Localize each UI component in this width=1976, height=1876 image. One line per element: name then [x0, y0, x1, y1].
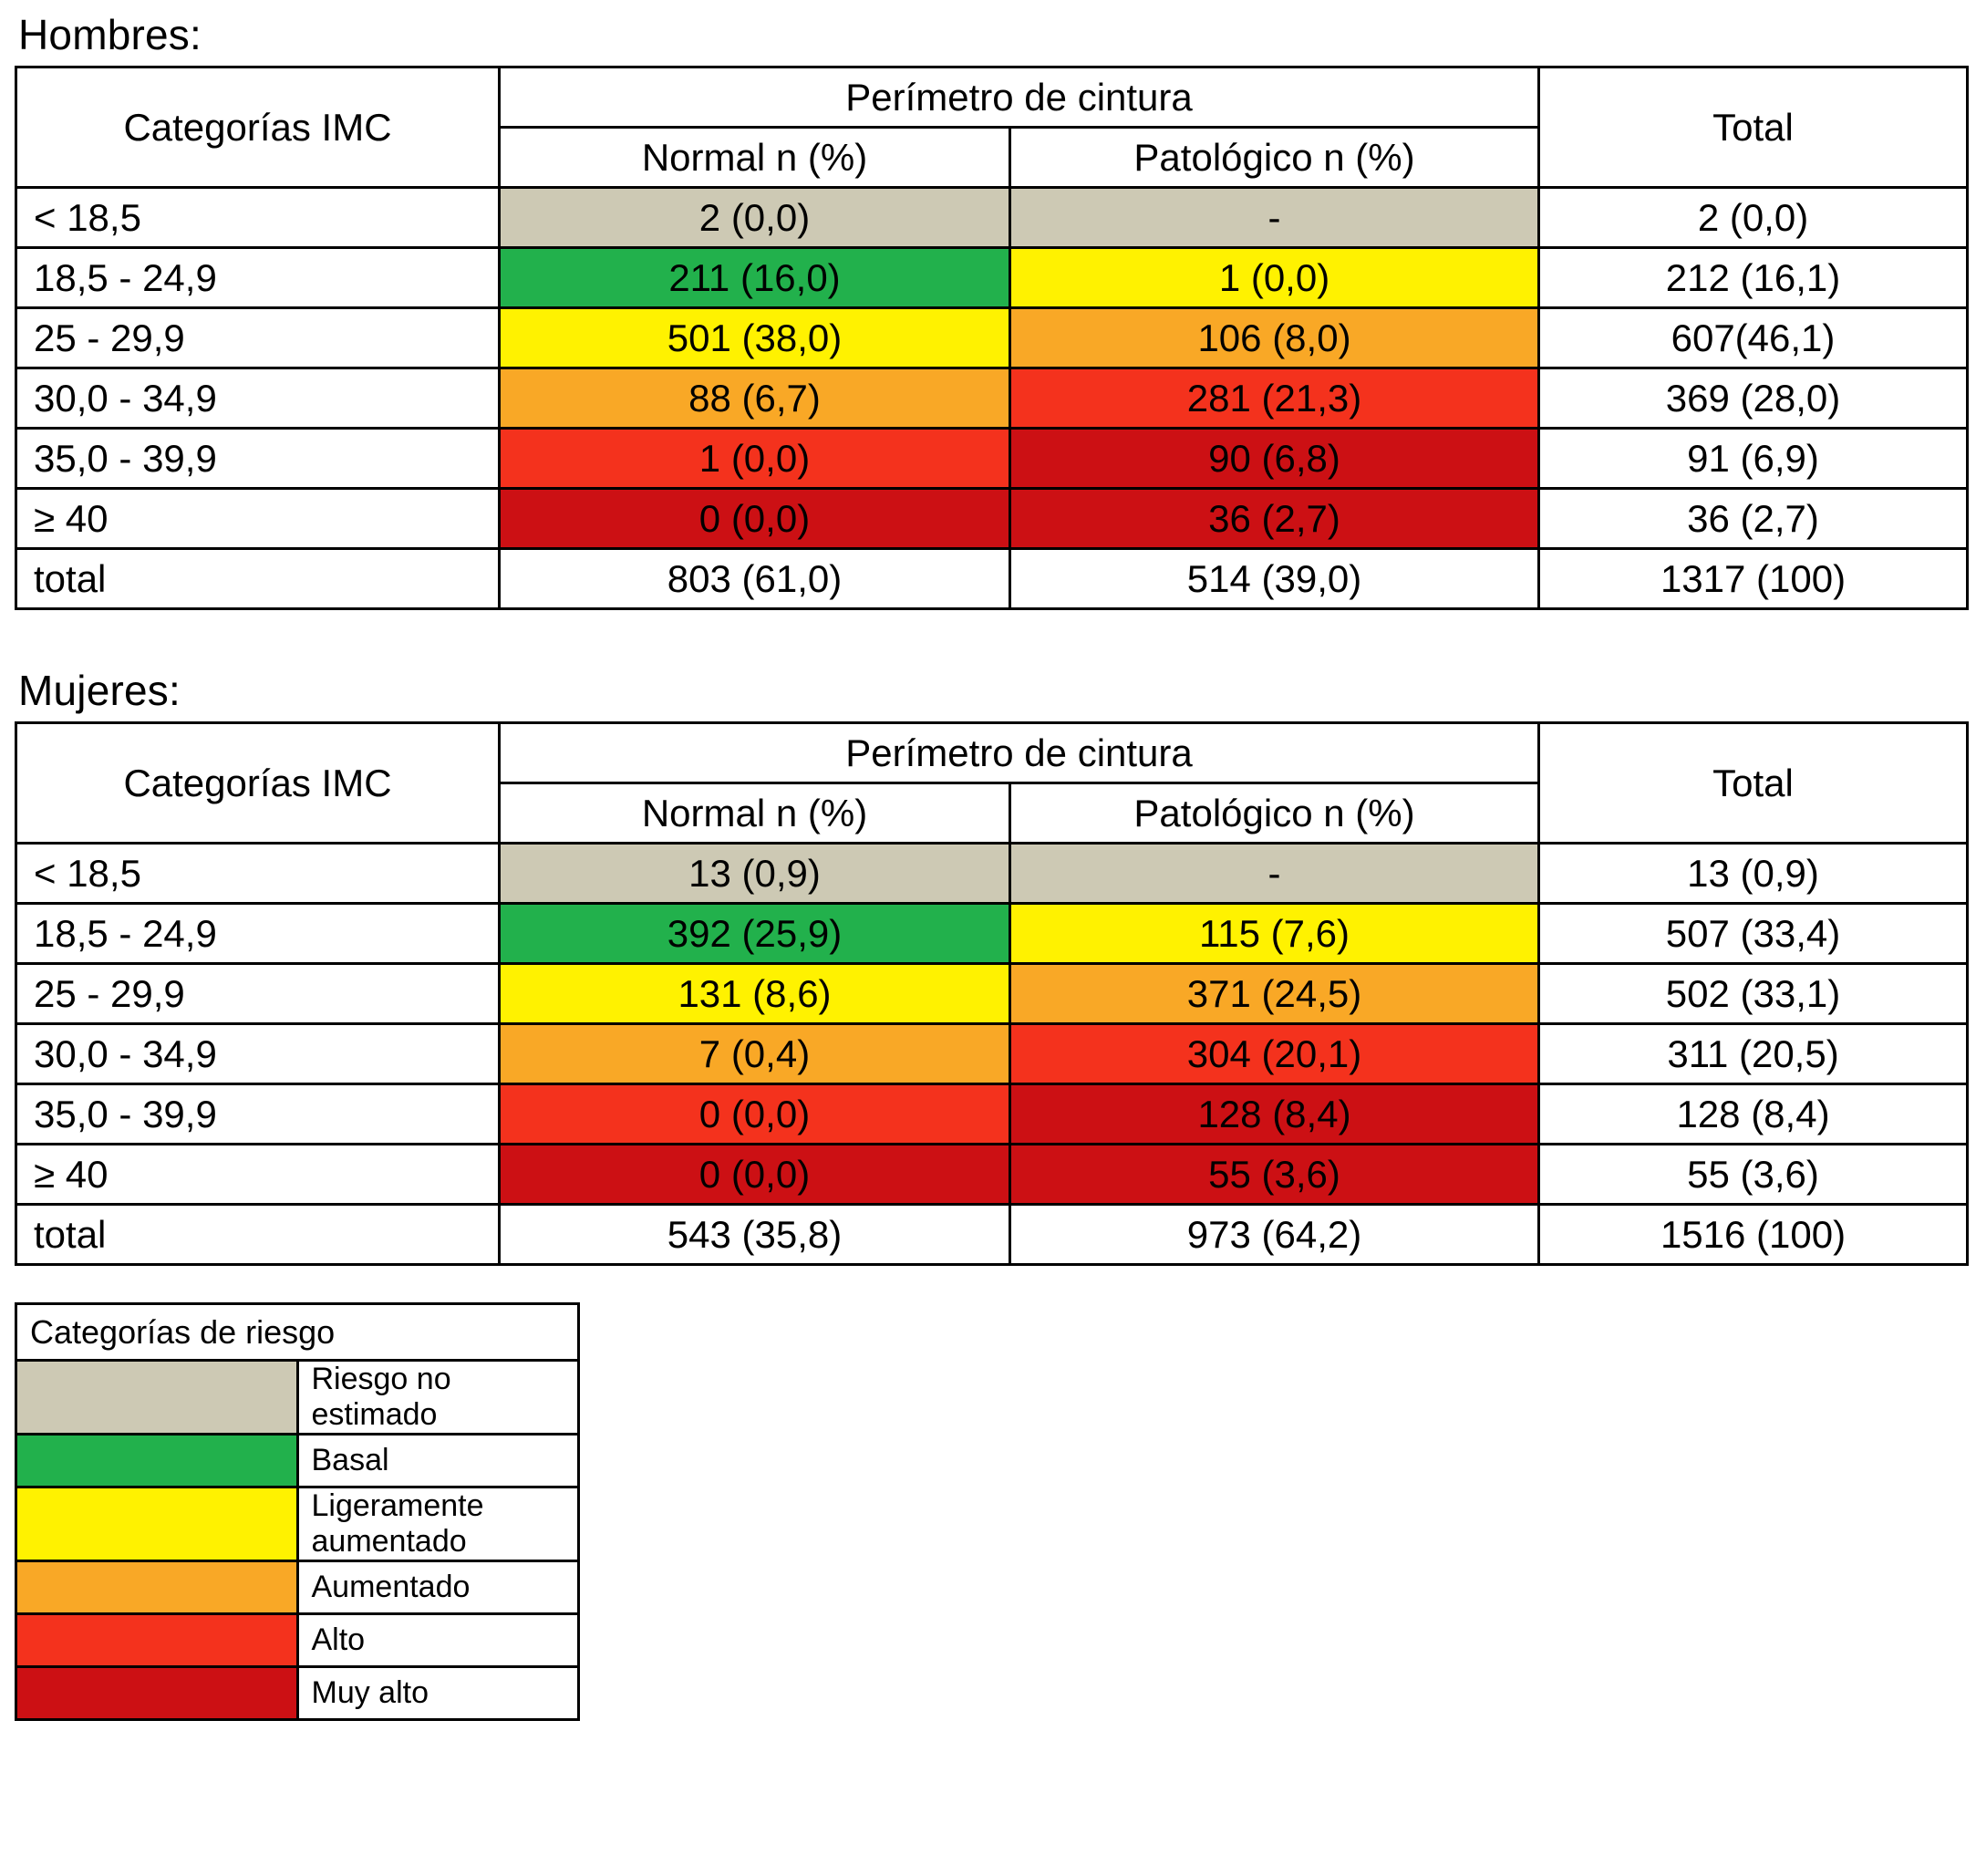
- row-category: total: [16, 1205, 500, 1265]
- table-row: [16, 429, 1968, 489]
- cell-patologico: 973 (64,2): [1010, 1205, 1539, 1265]
- cell-patologico: 36 (2,7): [1010, 489, 1539, 549]
- cell-normal: 803 (61,0): [500, 549, 1010, 609]
- row-category: < 18,5: [16, 188, 500, 248]
- legend-label: Basal: [297, 1435, 579, 1487]
- row-category: < 18,5: [16, 844, 500, 904]
- cell-total: 128 (8,4): [1539, 1084, 1968, 1145]
- cell-normal: 0 (0,0): [500, 1084, 1010, 1145]
- legend-wrapper: [5, 1302, 1976, 1721]
- cell-total: 1516 (100): [1539, 1205, 1968, 1265]
- row-category: total: [16, 549, 500, 609]
- header-patologico: Patológico n (%): [1010, 128, 1539, 188]
- table-row: [16, 489, 1968, 549]
- cell-total: 91 (6,9): [1539, 429, 1968, 489]
- legend-item: [16, 1361, 579, 1435]
- row-category: 25 - 29,9: [16, 964, 500, 1024]
- legend-swatch-basal: [16, 1435, 298, 1487]
- cell-patologico: 90 (6,8): [1010, 429, 1539, 489]
- table-header-row: [16, 723, 1968, 783]
- cell-patologico: 281 (21,3): [1010, 368, 1539, 429]
- cell-normal: 7 (0,4): [500, 1024, 1010, 1084]
- legend-swatch-aumentado: [16, 1561, 298, 1614]
- cell-patologico: -: [1010, 844, 1539, 904]
- row-category: ≥ 40: [16, 489, 500, 549]
- row-category: ≥ 40: [16, 1145, 500, 1205]
- cell-total: 607(46,1): [1539, 308, 1968, 368]
- header-total: Total: [1539, 67, 1968, 188]
- row-category: 30,0 - 34,9: [16, 368, 500, 429]
- legend-swatch-riesgo-no-estimado: [16, 1361, 298, 1435]
- cell-patologico: 55 (3,6): [1010, 1145, 1539, 1205]
- section-title-mujeres: Mujeres:: [18, 667, 181, 714]
- cell-patologico: 128 (8,4): [1010, 1084, 1539, 1145]
- header-perimetro: Perímetro de cintura: [500, 67, 1539, 128]
- cell-total: 1317 (100): [1539, 549, 1968, 609]
- section-title-hombres: Hombres:: [18, 11, 202, 58]
- cell-normal: 211 (16,0): [500, 248, 1010, 308]
- header-categorias: Categorías IMC: [16, 67, 500, 188]
- legend-label: Ligeramente aumentado: [297, 1487, 579, 1561]
- cell-total: 13 (0,9): [1539, 844, 1968, 904]
- row-category: 35,0 - 39,9: [16, 429, 500, 489]
- table-row: [16, 904, 1968, 964]
- table-total-row: [16, 1205, 1968, 1265]
- cell-total: 2 (0,0): [1539, 188, 1968, 248]
- row-category: 18,5 - 24,9: [16, 904, 500, 964]
- legend-item: [16, 1561, 579, 1614]
- table-header-row: [16, 67, 1968, 128]
- legend-table: [15, 1302, 580, 1721]
- legend-swatch-alto: [16, 1614, 298, 1667]
- table-mujeres: [15, 721, 1969, 1266]
- table-row: [16, 368, 1968, 429]
- header-patologico: Patológico n (%): [1010, 783, 1539, 844]
- cell-patologico: 514 (39,0): [1010, 549, 1539, 609]
- cell-normal: 2 (0,0): [500, 188, 1010, 248]
- header-categorias: Categorías IMC: [16, 723, 500, 844]
- table-row: [16, 844, 1968, 904]
- legend-swatch-muy-alto: [16, 1667, 298, 1720]
- cell-normal: 1 (0,0): [500, 429, 1010, 489]
- cell-total: 36 (2,7): [1539, 489, 1968, 549]
- cell-normal: 543 (35,8): [500, 1205, 1010, 1265]
- section-spacer: [5, 610, 1976, 661]
- cell-normal: 392 (25,9): [500, 904, 1010, 964]
- cell-normal: 131 (8,6): [500, 964, 1010, 1024]
- cell-normal: 88 (6,7): [500, 368, 1010, 429]
- legend-title: Categorías de riesgo: [16, 1304, 579, 1361]
- table-row: [16, 964, 1968, 1024]
- cell-patologico: 115 (7,6): [1010, 904, 1539, 964]
- legend-item: [16, 1614, 579, 1667]
- cell-total: 507 (33,4): [1539, 904, 1968, 964]
- row-category: 25 - 29,9: [16, 308, 500, 368]
- table-row: [16, 188, 1968, 248]
- legend-title-row: [16, 1304, 579, 1361]
- cell-patologico: 106 (8,0): [1010, 308, 1539, 368]
- cell-total: 55 (3,6): [1539, 1145, 1968, 1205]
- table-hombres: [15, 66, 1969, 610]
- row-category: 30,0 - 34,9: [16, 1024, 500, 1084]
- cell-patologico: 1 (0,0): [1010, 248, 1539, 308]
- legend-item: [16, 1487, 579, 1561]
- header-normal: Normal n (%): [500, 783, 1010, 844]
- legend-swatch-ligeramente-aumentado: [16, 1487, 298, 1561]
- cell-normal: 13 (0,9): [500, 844, 1010, 904]
- header-total: Total: [1539, 723, 1968, 844]
- cell-patologico: 304 (20,1): [1010, 1024, 1539, 1084]
- table-row: [16, 248, 1968, 308]
- cell-normal: 0 (0,0): [500, 1145, 1010, 1205]
- legend-label: Aumentado: [297, 1561, 579, 1614]
- table-row: [16, 1145, 1968, 1205]
- legend-label: Muy alto: [297, 1667, 579, 1720]
- legend-label: Alto: [297, 1614, 579, 1667]
- table-row: [16, 1024, 1968, 1084]
- cell-total: 369 (28,0): [1539, 368, 1968, 429]
- cell-normal: 0 (0,0): [500, 489, 1010, 549]
- cell-patologico: 371 (24,5): [1010, 964, 1539, 1024]
- header-perimetro: Perímetro de cintura: [500, 723, 1539, 783]
- header-normal: Normal n (%): [500, 128, 1010, 188]
- cell-normal: 501 (38,0): [500, 308, 1010, 368]
- cell-total: 311 (20,5): [1539, 1024, 1968, 1084]
- table-total-row: [16, 549, 1968, 609]
- row-category: 18,5 - 24,9: [16, 248, 500, 308]
- legend-label: Riesgo no estimado: [297, 1361, 579, 1435]
- legend-item: [16, 1435, 579, 1487]
- cell-patologico: -: [1010, 188, 1539, 248]
- table-row: [16, 308, 1968, 368]
- table-row: [16, 1084, 1968, 1145]
- legend-item: [16, 1667, 579, 1720]
- row-category: 35,0 - 39,9: [16, 1084, 500, 1145]
- cell-total: 502 (33,1): [1539, 964, 1968, 1024]
- cell-total: 212 (16,1): [1539, 248, 1968, 308]
